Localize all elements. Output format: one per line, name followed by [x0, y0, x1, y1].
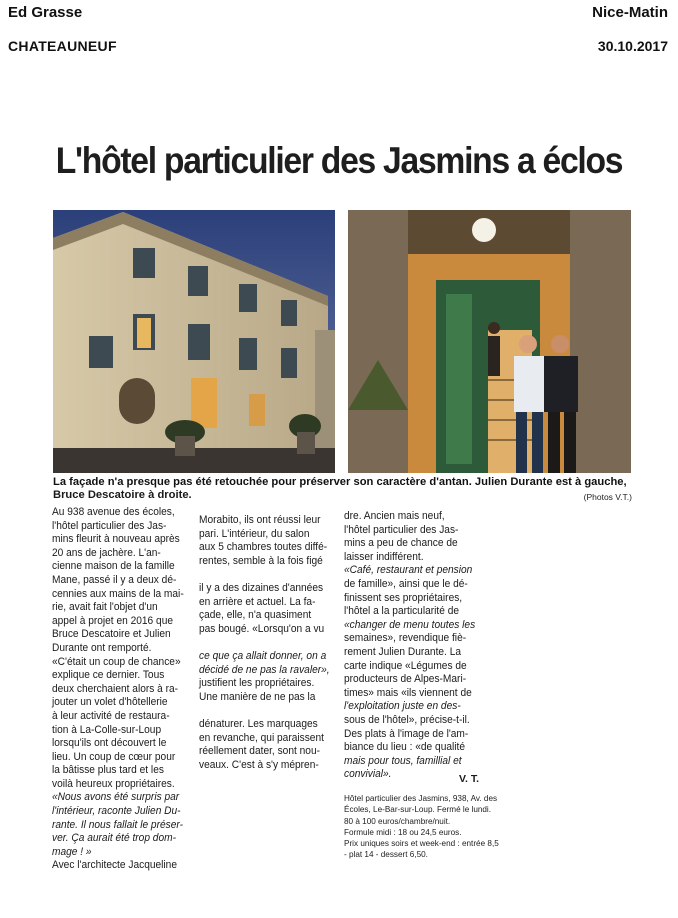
- author-signature: V. T.: [459, 773, 480, 785]
- article-column-3: dre. Ancien mais neuf, l'hôtel particulier des Jas- mins a peu de chance de laisser indifférent. «Café, restaurant et pension de famille», ainsi que le dé- finissent ses propriétaires, l'hôtel a la particularité de «changer de menu toutes les semaines», revendique fiè- rement Julien Durante. La carte indique «Légumes de producteurs de Alpes-Mari- times» mais «ils viennent de l'exploitation juste en des- sous de l'hôtel», précise-t-il. Des plats à l'image de l'am- biance du lieu : «de qualité mais pour tous, famillial et convivial».: [344, 510, 476, 781]
- commune-label: CHATEAUNEUF: [8, 38, 117, 54]
- practical-info-box: Hôtel particulier des Jasmins, 938, Av. des Écoles, Le-Bar-sur-Loup. Fermé le lundi. 80 à 100 euros/chambre/nuit. Formule midi : 18 ou 24,5 euros. Prix uniques soirs et week-end : entrée 8,5 - plat 14 - dessert 6,50.: [344, 793, 499, 860]
- newspaper-source-label: Ed Grasse: [8, 4, 83, 21]
- article-column-1: Au 938 avenue des écoles, l'hôtel particulier des Jas- mins fleurit à nouveau après 20 ans de jachère. L'an- cienne maison de la famille Mane, passé il y a deux dé- cennies aux mains de la mai- rie, avait fait l'objet d'un appel à projet en 2016 que Bruce Descatoire et Julien Durante ont remporté. «C'était un coup de chance» explique ce dernier. Tous deux cherchaient alors à ra- jouter un volet d'hôtellerie à leur activité de restaura- tion à La-Colle-sur-Loup lorsqu'ils ont découvert le lieu. Un coup de cœur pour la bâtisse plus tard et les voilà heureux propriétaires. «Nous avons été surpris par l'intérieur, raconte Julien Du- rante. Il nous fallait le préser- ver. Ça aurait été trop dom- mage ! » Avec l'architecte Jacqueline: [52, 506, 184, 872]
- article-headline: L'hôtel particulier des Jasmins a éclos: [55, 140, 623, 181]
- hotel-facade-photo: [53, 210, 335, 473]
- owners-doorway-photo: [348, 210, 631, 473]
- newspaper-name: Nice-Matin: [592, 4, 668, 21]
- article-column-2: Morabito, ils ont réussi leur pari. L'intérieur, du salon aux 5 chambres toutes diffé- rentes, semble à la fois figé il y a des dizaines d'années en arrière et actuel. La fa- çade, elle, n'a quasiment pas bougé. «Lorsqu'on a vu ce que ça allait donner, on a décidé de ne pas la ravaler», justifient les propriétaires. Une manière de ne pas la dénaturer. Les marquages en revanche, qui paraissent réellement dater, sont nou- veaux. C'est à s'y mépren-: [199, 514, 330, 771]
- photo-caption-continued: Bruce Descatoire à droite.: [53, 489, 192, 501]
- publication-date: 30.10.2017: [597, 38, 668, 54]
- photo-credit: (Photos V.T.): [583, 492, 632, 502]
- photo-caption: La façade n'a presque pas été retouchée pour préserver son caractère d'antan. Julien Durante est à gauche,: [53, 476, 627, 488]
